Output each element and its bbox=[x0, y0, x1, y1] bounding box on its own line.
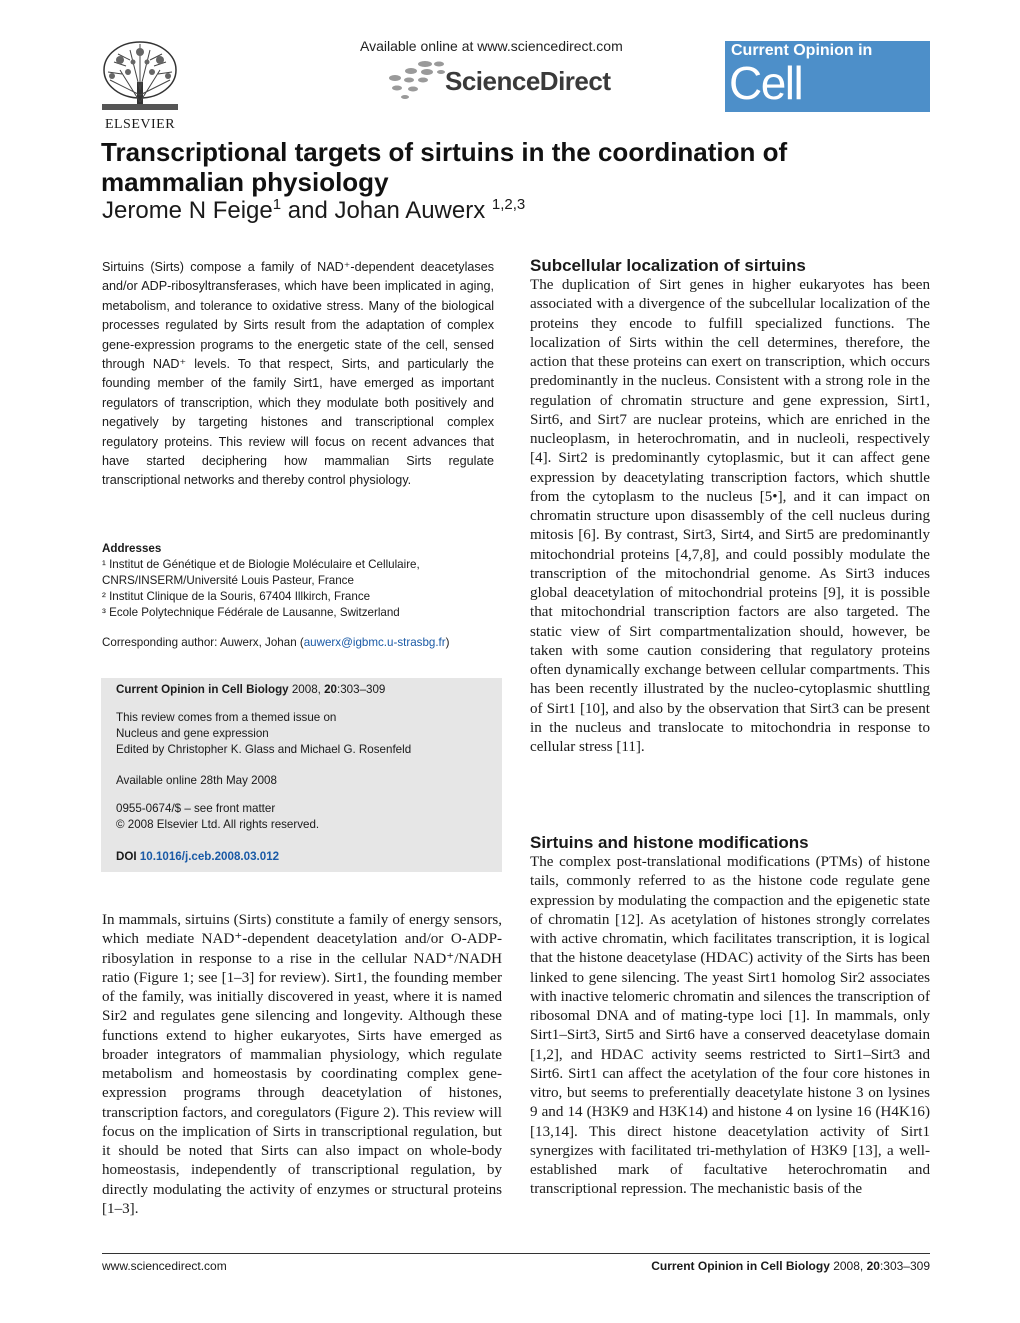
doi-label: DOI bbox=[116, 850, 140, 863]
footer-pages: :303–309 bbox=[879, 1259, 930, 1273]
journal-logo-top: Current Opinion in bbox=[731, 42, 873, 59]
citation-pages: :303–309 bbox=[337, 683, 386, 696]
journal-logo-bottom: Cell Biology bbox=[729, 57, 870, 161]
article-info-box bbox=[101, 678, 502, 872]
section-paragraph: The complex post-translational modifications (PTMs) of histone tails, commonly referred to as the histone code regulate gene expression by modulating the compaction and the epigenetic state of chromatin [12]. As acetylation of histones strongly correlates with active chromatin, which facilitates transcription, it is logical that the histone deacetylase (HDAC) activity of the Sirts has been linked to gene silencing. The yeast Sirt1 homolog Sir2 associates with inactive telomeric chromatin and silences the transcription of ribosomal DNA and of mating-type loci [1]. In mammals, only Sirt1–Sirt3, Sirt5 and Sirt6 have a conserved deacetylase domain [1,2], and HDAC activity seems restricted to Sirt1–Sirt3 and Sirt6. Sirt1 can affect the acetylation of the four core histones in vitro, but seems to preferentially deacetylate histone 3 on lysines 9 and 14 (H3K9 and H3K14) and histone 4 on lysine 16 (H4K16) [13,14]. This direct histone deacetylation activity of Sirt1 synergizes with facilitated tri-methylation of H3K9 [13], a well-established mark of facultative heterochromatin and transcriptional repression. The mechanistic basis of the bbox=[530, 854, 930, 1198]
issn-line: 0955-0674/$ – see front matter bbox=[116, 802, 276, 815]
section-histone-modifications bbox=[530, 833, 930, 1200]
section-heading: Subcellular localization of sirtuins bbox=[530, 256, 806, 275]
footer-volume: 20 bbox=[866, 1259, 880, 1273]
themed-issue-line: This review comes from a themed issue on bbox=[116, 711, 337, 724]
footer-website[interactable]: www.sciencedirect.com bbox=[102, 1259, 227, 1273]
corresponding-prefix: Corresponding author: Auwerx, Johan ( bbox=[102, 636, 304, 649]
affiliation-marker: 1,2,3 bbox=[491, 196, 526, 213]
corresponding-suffix: ) bbox=[445, 636, 450, 649]
editors-line: Edited by Christopher K. Glass and Michael G. Rosenfeld bbox=[116, 743, 412, 756]
sciencedirect-logo[interactable] bbox=[385, 58, 625, 102]
citation-volume: 20 bbox=[324, 683, 337, 696]
email-link[interactable]: auwerx@igbmc.u-strasbg.fr bbox=[303, 636, 446, 649]
addresses bbox=[102, 541, 502, 621]
address-line: CNRS/INSERM/Université Louis Pasteur, France bbox=[102, 574, 354, 587]
footer-journal: Current Opinion in Cell Biology bbox=[651, 1259, 830, 1273]
themed-issue-topic: Nucleus and gene expression bbox=[116, 727, 269, 740]
author-name: and Johan Auwerx bbox=[281, 197, 492, 224]
elsevier-logo bbox=[100, 40, 180, 132]
article-title: Transcriptional targets of sirtuins in the coordination of mammalian physiology bbox=[101, 137, 788, 197]
available-online-date: Available online 28th May 2008 bbox=[116, 774, 277, 787]
footer-divider bbox=[102, 1253, 930, 1254]
corresponding-author bbox=[102, 636, 502, 649]
footer-year: 2008, bbox=[829, 1259, 867, 1273]
citation-line bbox=[116, 683, 385, 696]
sciencedirect-dots-icon bbox=[385, 58, 453, 100]
doi-link[interactable]: 10.1016/j.ceb.2008.03.012 bbox=[139, 850, 280, 863]
section-heading: Sirtuins and histone modifications bbox=[530, 833, 809, 852]
footer-citation bbox=[651, 1259, 930, 1273]
available-online-text: Available online at www.sciencedirect.com bbox=[360, 38, 623, 54]
doi-line bbox=[116, 850, 279, 863]
citation-year: 2008, bbox=[288, 683, 325, 696]
section-paragraph: The duplication of Sirt genes in higher eukaryotes has been associated with a divergence of the subcellular localization of the proteins they encode to fulfill specialized functions. The localization of Sirts within the cell determines, therefore, the action that these proteins can exert on transcription, which occurs predominantly in the nucleus. Consistent with a strong role in the regulation of chromatin structure and gene expression, Sirt1, Sirt6, and Sirt7 are nuclear proteins, which are enriched in the nucleoplasm, in heterochromatin, and in nucleoli, respectively [4]. Sirt2 is predominantly cytoplasmic, but it can affect gene expression by deacetylating transcription factors, which shuttle from the cytoplasm to the nucleus [5•], and it can impact on chromatin structure upon disassembly of the cell nucleus during mitosis [6]. By contrast, Sirt3, Sirt4, and Sirt5 are predominantly mitochondrial proteins [4,7,8], and could possibly modulate the transcription of the mitochondrial genome. As Sirt3 induces global deacetylation of mitochondrial proteins [9], it is possible that mitochondrial transcription factors are also targeted. The static view of Sirt compartmentalization should, however, be taken with some caution considering that regulatory proteins often dynamically exchange between cellular compartments. This has been recently illustrated by the nucleo-cytoplasmic shuttling of Sirt1 [10], and also by the observation that Sirt3 can be present in the nucleus and translocate to mitochondria in response to cellular stress [11]. bbox=[530, 277, 930, 755]
address-line: ¹ Institut de Génétique et de Biologie Moléculaire et Cellulaire, bbox=[102, 558, 420, 571]
authors bbox=[102, 196, 525, 225]
copyright-line: © 2008 Elsevier Ltd. All rights reserved. bbox=[116, 818, 320, 831]
journal-name: Current Opinion in Cell Biology bbox=[116, 683, 289, 696]
addresses-heading: Addresses bbox=[102, 542, 162, 555]
author-name: Jerome N Feige bbox=[102, 197, 273, 224]
address-line: ³ Ecole Polytechnique Fédérale de Lausanne, Switzerland bbox=[102, 606, 400, 619]
journal-logo[interactable] bbox=[725, 41, 930, 161]
abstract: Sirtuins (Sirts) compose a family of NAD⁺-dependent deacetylases and/or ADP-ribosyltransferases, which have been implicated in aging, metabolism, and tolerance to oxidative stress. Many of the biological processes regulated by Sirts result from the adaptation of complex gene-expression programs to the energetic state of the cell, sensed through NAD⁺ levels. To that respect, Sirts, and particularly the founding member of the family Sirt1, have emerged as important regulators of transcription, which they modulate both positively and negatively by targeting histones and transcriptional complex regulatory proteins. This review will focus on recent advances that have started deciphering how mammalian Sirts regulate transcriptional networks and thereby control physiology. bbox=[102, 260, 494, 488]
section-subcellular-localization bbox=[530, 256, 930, 757]
address-line: ² Institut Clinique de la Souris, 67404 Illkirch, France bbox=[102, 590, 371, 603]
sciencedirect-name: ScienceDirect bbox=[445, 66, 611, 96]
elsevier-tree-icon bbox=[100, 40, 180, 112]
affiliation-marker: 1 bbox=[272, 196, 282, 213]
publisher-name: ELSEVIER bbox=[104, 117, 176, 132]
intro-paragraph: In mammals, sirtuins (Sirts) constitute a family of energy sensors, which mediate NAD⁺-dependent deacetylation and/or O-ADP-ribosylation in response to a rise in the cellular NAD⁺/NADH ratio (Figure 1; see [1–3] for review). Sirt1, the founding member of the family, was initially discovered in yeast, where it is named Sir2 and regulates gene silencing and longevity. Although these functions extend to higher eukaryotes, Sirts have emerged as broader integrators of mammalian physiology, which regulate metabolism and homeostasis by coordinating complex gene-expression programs through deacetylation of histones, transcription factors, and coregulators (Figure 2). This review will focus on the implication of Sirts in transcriptional regulation, but it should be noted that Sirts can also impact on whole-body homeostasis, independently of transcriptional regulation, by directly modulating the activity of enzymes or structural proteins [1–3]. bbox=[102, 912, 502, 1217]
